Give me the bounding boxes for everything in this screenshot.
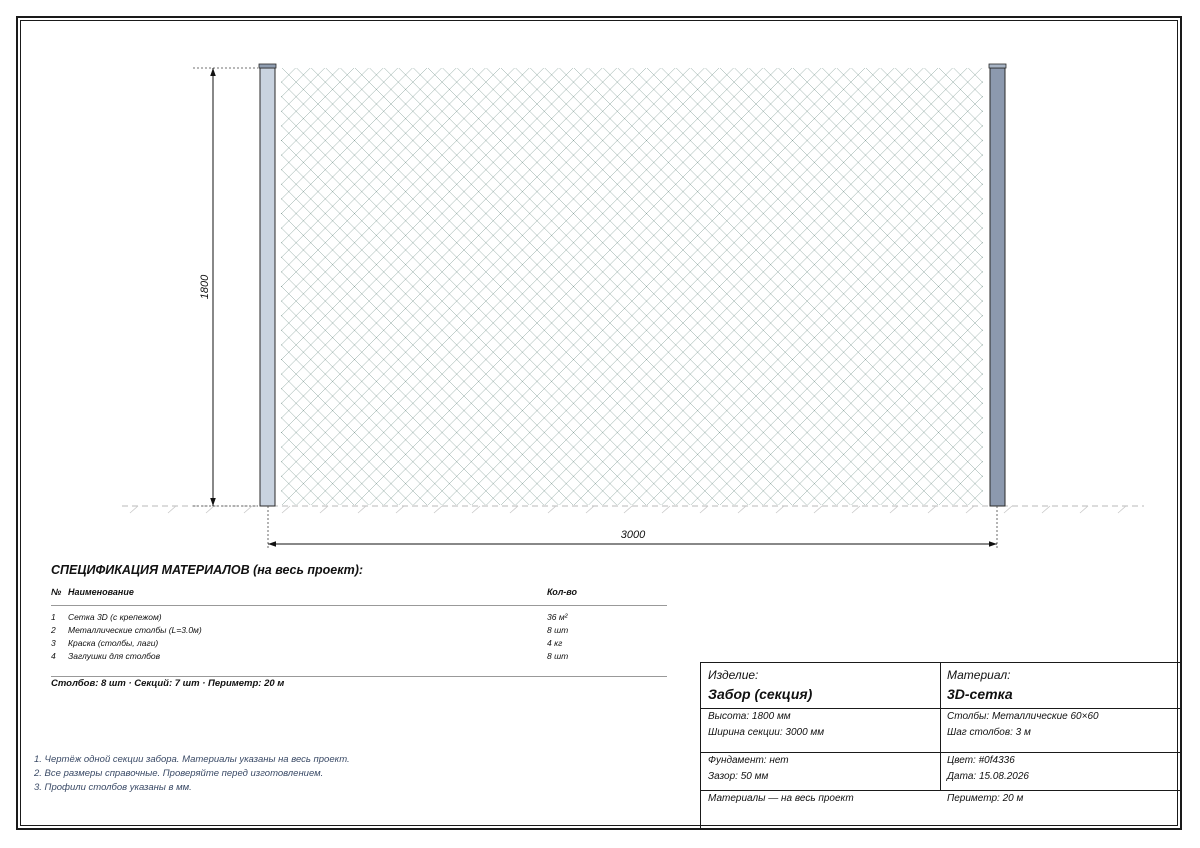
perimeter-field: Периметр: 20 м bbox=[947, 793, 1024, 804]
width-dimension-label: 3000 bbox=[620, 529, 646, 541]
spec-row-no: 1 bbox=[51, 612, 56, 622]
title-block-rule bbox=[701, 752, 1180, 753]
date-field: Дата: 15.08.2026 bbox=[947, 771, 1029, 782]
title-block-rule bbox=[701, 790, 1180, 791]
gap-field: Зазор: 50 мм bbox=[708, 771, 769, 782]
material-label: Материал: bbox=[947, 668, 1011, 682]
posts-field: Столбы: Металлические 60×60 bbox=[947, 711, 1099, 722]
title-block-divider bbox=[940, 663, 941, 790]
left-post bbox=[259, 64, 276, 506]
mesh-panel bbox=[0, 68, 1200, 505]
spec-row-name: Металлические столбы (L=3.0м) bbox=[68, 625, 202, 635]
spec-row bbox=[51, 638, 651, 650]
spec-row-no: 4 bbox=[51, 651, 56, 661]
spec-row-qty: 36 м² bbox=[547, 612, 568, 622]
color-field: Цвет: #0f4336 bbox=[947, 755, 1015, 766]
spec-row-qty: 8 шт bbox=[547, 625, 569, 635]
spec-row bbox=[51, 651, 651, 663]
spec-header-qty: Кол-во bbox=[547, 587, 577, 597]
width-dimension bbox=[268, 506, 997, 549]
title-block-rule bbox=[701, 708, 1180, 709]
spec-row-qty: 8 шт bbox=[547, 651, 569, 661]
spec-row-no: 2 bbox=[51, 625, 56, 635]
materials-note-field: Материалы — на весь проект bbox=[708, 793, 854, 804]
product-label: Изделие: bbox=[708, 668, 759, 682]
spec-header-name: Наименование bbox=[68, 587, 134, 597]
spec-footer-rule bbox=[51, 676, 667, 677]
title-block bbox=[700, 662, 1180, 828]
note-item: 1. Чертёж одной секции забора. Материалы указаны на весь проект. bbox=[34, 754, 350, 765]
spec-row-name: Краска (столбы, лаги) bbox=[68, 638, 159, 648]
post-step-field: Шаг столбов: 3 м bbox=[947, 727, 1031, 738]
spec-summary: Столбов: 8 шт · Секций: 7 шт · Периметр: 20 м bbox=[51, 678, 285, 689]
spec-title: СПЕЦИФИКАЦИЯ МАТЕРИАЛОВ (на весь проект): bbox=[51, 563, 364, 577]
spec-row-no: 3 bbox=[51, 638, 56, 648]
height-dimension bbox=[193, 68, 258, 506]
spec-header-no: № bbox=[51, 587, 62, 597]
ground-hatch bbox=[130, 506, 1126, 513]
product-value: Забор (секция) bbox=[708, 686, 813, 702]
material-value: 3D-сетка bbox=[947, 686, 1013, 702]
spec-row-name: Сетка 3D (с крепежом) bbox=[68, 612, 162, 622]
height-field: Высота: 1800 мм bbox=[708, 711, 791, 722]
spec-row-qty: 4 кг bbox=[547, 638, 563, 648]
spec-header-rule bbox=[51, 605, 667, 606]
spec-row bbox=[51, 625, 651, 637]
right-post bbox=[989, 64, 1006, 506]
note-item: 3. Профили столбов указаны в мм. bbox=[34, 782, 192, 793]
foundation-field: Фундамент: нет bbox=[708, 755, 789, 766]
section-width-field: Ширина секции: 3000 мм bbox=[708, 727, 825, 738]
height-dimension-label: 1800 bbox=[199, 274, 211, 300]
drawing-notes bbox=[34, 753, 350, 795]
spec-row-name: Заглушки для столбов bbox=[68, 651, 161, 661]
spec-row bbox=[51, 612, 651, 624]
note-item: 2. Все размеры справочные. Проверяйте перед изготовлением. bbox=[34, 768, 324, 779]
